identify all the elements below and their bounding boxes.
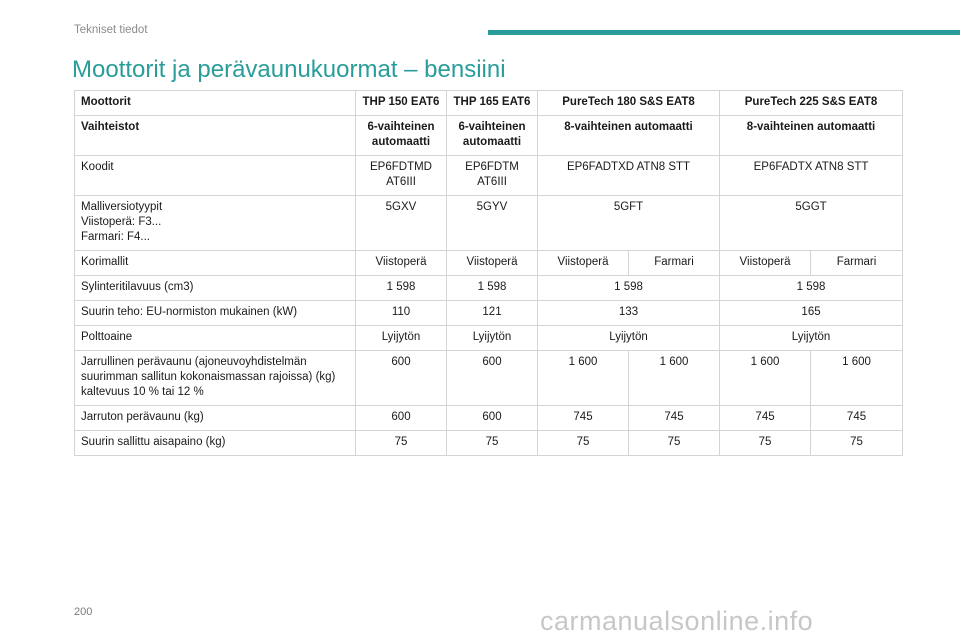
row-label: Korimallit	[75, 251, 356, 276]
table-cell: 165	[720, 301, 903, 326]
table-cell: 121	[447, 301, 538, 326]
table-cell: 1 600	[811, 351, 903, 406]
table-cell: Lyijytön	[538, 326, 720, 351]
table-cell: 5GYV	[447, 196, 538, 251]
row-label: Jarruton perävaunu (kg)	[75, 406, 356, 431]
table-cell: 110	[356, 301, 447, 326]
table-cell: 1 598	[356, 276, 447, 301]
watermark: carmanualsonline.info	[540, 606, 814, 636]
row-label: Polttoaine	[75, 326, 356, 351]
table-row-braked-trailer	[75, 351, 903, 406]
table-cell: 6-vaihteinen automaatti	[447, 116, 538, 156]
table-cell: 75	[720, 431, 811, 456]
table-cell: Viistoperä	[447, 251, 538, 276]
table-cell: 6-vaihteinen automaatti	[356, 116, 447, 156]
table-cell: PureTech 180 S&S EAT8	[538, 91, 720, 116]
row-label-line: Malliversiotyypit	[81, 201, 163, 213]
table-cell: 1 598	[720, 276, 903, 301]
table-cell: 1 600	[538, 351, 629, 406]
row-label: Vaihteistot	[75, 116, 356, 156]
table-cell: 1 598	[447, 276, 538, 301]
table-row-body-styles	[75, 251, 903, 276]
table-row-unbraked-trailer	[75, 406, 903, 431]
table-cell: 75	[811, 431, 903, 456]
table-cell: Viistoperä	[720, 251, 811, 276]
table-cell: EP6FADTX ATN8 STT	[720, 156, 903, 196]
table-row-power	[75, 301, 903, 326]
row-label: Suurin teho: EU-normiston mukainen (kW)	[75, 301, 356, 326]
table-cell: 745	[629, 406, 720, 431]
table-cell: 600	[447, 351, 538, 406]
table-cell: 133	[538, 301, 720, 326]
table-cell: 75	[629, 431, 720, 456]
table-cell: EP6FDTMD AT6III	[356, 156, 447, 196]
table-cell: 75	[356, 431, 447, 456]
table-cell: Viistoperä	[356, 251, 447, 276]
table-row-gearboxes	[75, 116, 903, 156]
table-cell: 8-vaihteinen automaatti	[538, 116, 720, 156]
page-title: Moottorit ja perävaunukuormat – bensiini	[72, 56, 506, 83]
row-label-line: Viistoperä: F3...	[81, 216, 162, 228]
table-cell: 1 600	[629, 351, 720, 406]
table-cell: 5GGT	[720, 196, 903, 251]
row-label: Koodit	[75, 156, 356, 196]
table-row-fuel	[75, 326, 903, 351]
section-label: Tekniset tiedot	[74, 24, 148, 36]
row-label: Sylinteritilavuus (cm3)	[75, 276, 356, 301]
table-row-displacement	[75, 276, 903, 301]
table-cell: EP6FDTM AT6III	[447, 156, 538, 196]
spec-table	[74, 90, 903, 456]
table-cell: Farmari	[629, 251, 720, 276]
table-cell: 5GXV	[356, 196, 447, 251]
table-cell: Lyijytön	[447, 326, 538, 351]
page-number: 200	[74, 606, 93, 618]
table-cell: 75	[538, 431, 629, 456]
row-label	[75, 351, 356, 406]
table-cell: 745	[811, 406, 903, 431]
table-cell: Lyijytön	[356, 326, 447, 351]
table-row-model-versions	[75, 196, 903, 251]
row-label: Moottorit	[75, 91, 356, 116]
row-label: Suurin sallittu aisapaino (kg)	[75, 431, 356, 456]
table-cell: 600	[447, 406, 538, 431]
table-row-codes	[75, 156, 903, 196]
table-cell: EP6FADTXD ATN8 STT	[538, 156, 720, 196]
table-cell: PureTech 225 S&S EAT8	[720, 91, 903, 116]
table-cell: 8-vaihteinen automaatti	[720, 116, 903, 156]
table-cell: 75	[447, 431, 538, 456]
table-cell: 600	[356, 406, 447, 431]
table-row-engines	[75, 91, 903, 116]
row-label-line: Jarrullinen perävaunu (ajoneuvoyhdistelmän suurimman sallitun kokonaismassan rajoissa) (kg)	[81, 356, 336, 383]
table-row-nose-weight	[75, 431, 903, 456]
table-cell: THP 150 EAT6	[356, 91, 447, 116]
table-cell: Viistoperä	[538, 251, 629, 276]
table-cell: 745	[720, 406, 811, 431]
table-cell: 745	[538, 406, 629, 431]
row-label-line: Farmari: F4...	[81, 231, 151, 243]
row-label	[75, 196, 356, 251]
table-cell: Lyijytön	[720, 326, 903, 351]
table-cell: 600	[356, 351, 447, 406]
table-cell: 5GFT	[538, 196, 720, 251]
table-cell: 1 598	[538, 276, 720, 301]
row-label-line: kaltevuus 10 % tai 12 %	[81, 386, 204, 398]
table-cell: THP 165 EAT6	[447, 91, 538, 116]
accent-bar	[488, 30, 960, 35]
table-cell: Farmari	[811, 251, 903, 276]
table-cell: 1 600	[720, 351, 811, 406]
